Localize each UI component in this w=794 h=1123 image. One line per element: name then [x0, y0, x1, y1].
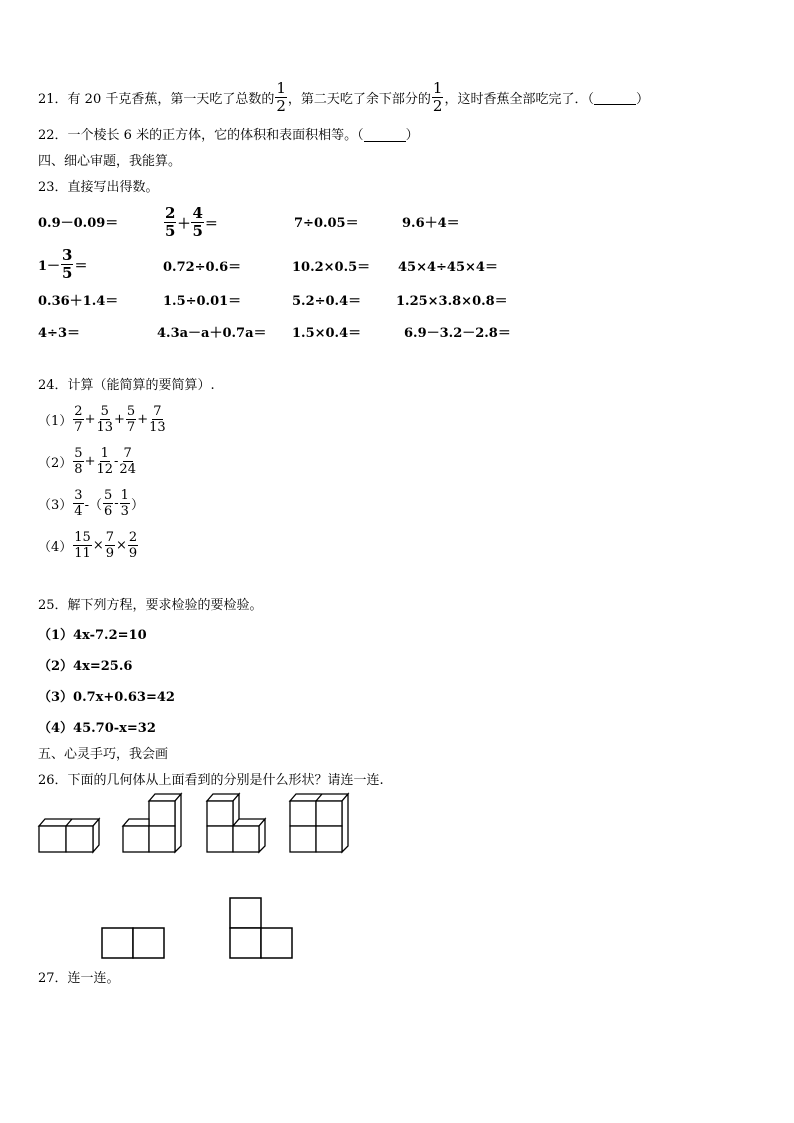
q21-answer-blank[interactable]	[594, 89, 636, 105]
section-5-heading: 五、心灵手巧，我会画	[38, 747, 169, 762]
q23-r1-c2: $\frac{2}{5}$ ＋ $\frac{4}{5}$ ＝	[165, 203, 218, 240]
q24-item-3: （3） $\frac{3}{4}$ -（ $\frac{5}{6}$ - $\frac{1}{3}$ ）	[38, 487, 144, 519]
q23-r3-c2: 1.5÷0.01＝	[163, 294, 242, 309]
q23-r2-c3: 10.2×0.5＝	[292, 260, 371, 275]
q22-answer-blank[interactable]	[364, 126, 406, 142]
q27-title: 27．连一连。	[38, 971, 120, 986]
question-21: 21．有 20 千克香蕉，第一天吃了总数的 $\frac{1}{2}$ ，第二天吃了余下部分的 $\frac{1}{2}$ ，这时香蕉全部吃完了．（ ）	[38, 78, 649, 115]
q23-r4-c2: 4.3a－a＋0.7a＝	[157, 326, 267, 341]
q23-r4-c4: 6.9－3.2－2.8＝	[404, 326, 511, 341]
question-22: 22．一个棱长 6 米的正方体，它的体积和表面积相等。（ ）	[38, 124, 419, 143]
q24-title: 24．计算（能简算的要简算）.	[38, 378, 215, 393]
q25-item-4: （4）45.70-x=32	[38, 721, 156, 736]
q22-text: 22．一个棱长 6 米的正方体，它的体积和表面积相等。（	[38, 128, 364, 143]
q23-r2-c2: 0.72÷0.6＝	[163, 260, 242, 275]
q23-r4-c3: 1.5×0.4＝	[292, 326, 362, 341]
q25-title: 25．解下列方程，要求检验的要检验。	[38, 598, 263, 613]
q23-r3-c1: 0.36＋1.4＝	[38, 294, 119, 309]
solid-4-figure	[288, 792, 354, 856]
q23-r2-fraction: $\frac{3}{5}$	[62, 245, 73, 282]
top-view-l-shape	[228, 896, 296, 962]
q24-item-2: （2） $\frac{5}{8}$ + $\frac{1}{12}$ - $\frac{7}{24}$	[38, 445, 136, 477]
q25-item-2: （2）4x=25.6	[38, 659, 133, 674]
q23-r3-c4: 1.25×3.8×0.8＝	[396, 294, 508, 309]
q26-title: 26．下面的几何体从上面看到的分别是什么形状？请连一连.	[38, 773, 384, 788]
q21-text-a: 21．有 20 千克香蕉，第一天吃了总数的	[38, 91, 275, 107]
q23-r1-c4: 9.6＋4＝	[402, 216, 460, 231]
solid-3-figure	[205, 792, 271, 856]
q23-r2-c4: 45×4÷45×4＝	[398, 260, 498, 275]
q23-r1-fraction-a: $\frac{2}{5}$	[165, 203, 176, 240]
q23-r3-c3: 5.2÷0.4＝	[292, 294, 362, 309]
q25-item-3: （3）0.7x+0.63=42	[38, 690, 175, 705]
q24-item-4: （4） $\frac{15}{11}$ × $\frac{7}{9}$ × $\frac{2}{9}$	[38, 529, 138, 561]
q21-text-b: ，第二天吃了余下部分的	[287, 91, 431, 107]
q21-text-c: ，这时香蕉全部吃完了．（	[444, 91, 594, 107]
q21-fraction-1: $\frac{1}{2}$	[276, 78, 286, 115]
q23-title: 23．直接写出得数。	[38, 180, 159, 195]
q23-r1-c3: 7÷0.05＝	[294, 216, 359, 231]
q23-r2-c1: 1－ $\frac{3}{5}$ ＝	[38, 245, 88, 282]
section-4-heading: 四、细心审题，我能算。	[38, 154, 182, 169]
top-view-two-squares	[100, 926, 168, 962]
q23-r1-c1: 0.9－0.09＝	[38, 216, 119, 231]
q23-r4-c1: 4÷3＝	[38, 326, 80, 341]
q25-item-1: （1）4x-7.2=10	[38, 628, 147, 643]
solid-1-figure	[36, 812, 106, 856]
q24-item-1: （1） $\frac{2}{7}$ + $\frac{5}{13}$ + $\frac{5}{7}$ + $\frac{7}{13}$	[38, 403, 166, 435]
solid-2-figure	[121, 792, 187, 856]
q23-r1-fraction-b: $\frac{4}{5}$	[192, 203, 203, 240]
q21-fraction-2: $\frac{1}{2}$	[432, 78, 443, 115]
